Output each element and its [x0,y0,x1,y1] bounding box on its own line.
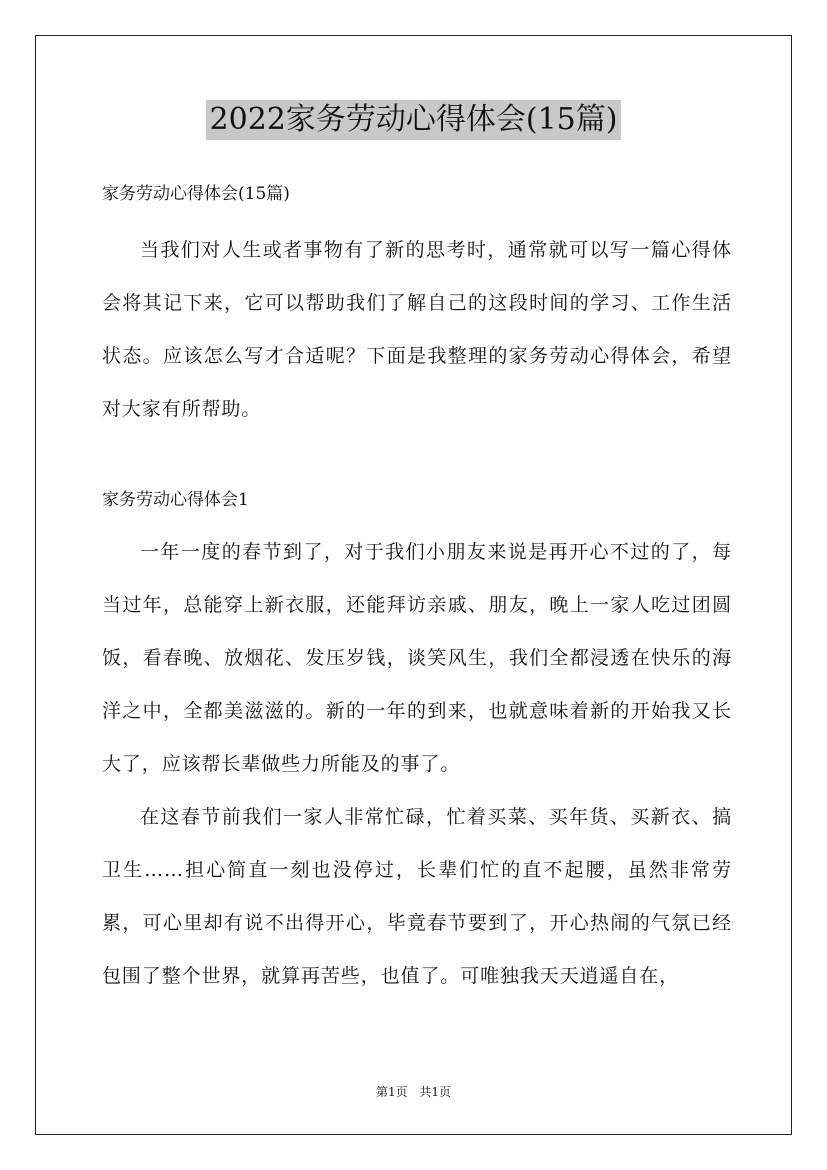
section-1-paragraph-1: 一年一度的春节到了，对于我们小朋友来说是再开心不过的了，每当过年，总能穿上新衣服，还能拜访亲戚、朋友，晚上一家人吃过团圆饭，看春晚、放烟花、发压岁钱，谈笑风生，我们全都浸透在快乐的海洋之中，全都美滋滋的。新的一年的到来，也就意味着新的开始我又长大了，应该帮长辈做些力所能及的事了。 [102,541,732,775]
page-number: 第1页 [375,1085,408,1099]
document-body [102,176,732,1003]
document-title: 2022家务劳动心得体会(15篇) [206,100,622,140]
title-container [0,100,827,140]
spacer [102,212,732,224]
intro-paragraph: 当我们对人生或者事物有了新的思考时，通常就可以写一篇心得体会将其记下来，它可以帮助我们了解自己的这段时间的学习、工作生活状态。应该怎么写才合适呢？下面是我整理的家务劳动心得体会，希望对大家有所帮助。 [102,239,732,420]
section-heading-1: 家务劳动心得体会1 [102,490,249,510]
page-footer [0,1084,827,1100]
spacer [102,436,732,482]
page-total: 共1页 [419,1085,452,1099]
section-heading-intro: 家务劳动心得体会(15篇) [102,184,290,204]
spacer [102,518,732,526]
section-1-paragraph-2: 在这春节前我们一家人非常忙碌，忙着买菜、买年货、买新衣、搞卫生……担心简直一刻也没停过，长辈们忙的直不起腰，虽然非常劳累，可心里却有说不出得开心，毕竟春节要到了，开心热闹的气氛已经包围了整个世界，就算再苦些，也值了。可唯独我天天逍遥自在， [102,806,732,987]
